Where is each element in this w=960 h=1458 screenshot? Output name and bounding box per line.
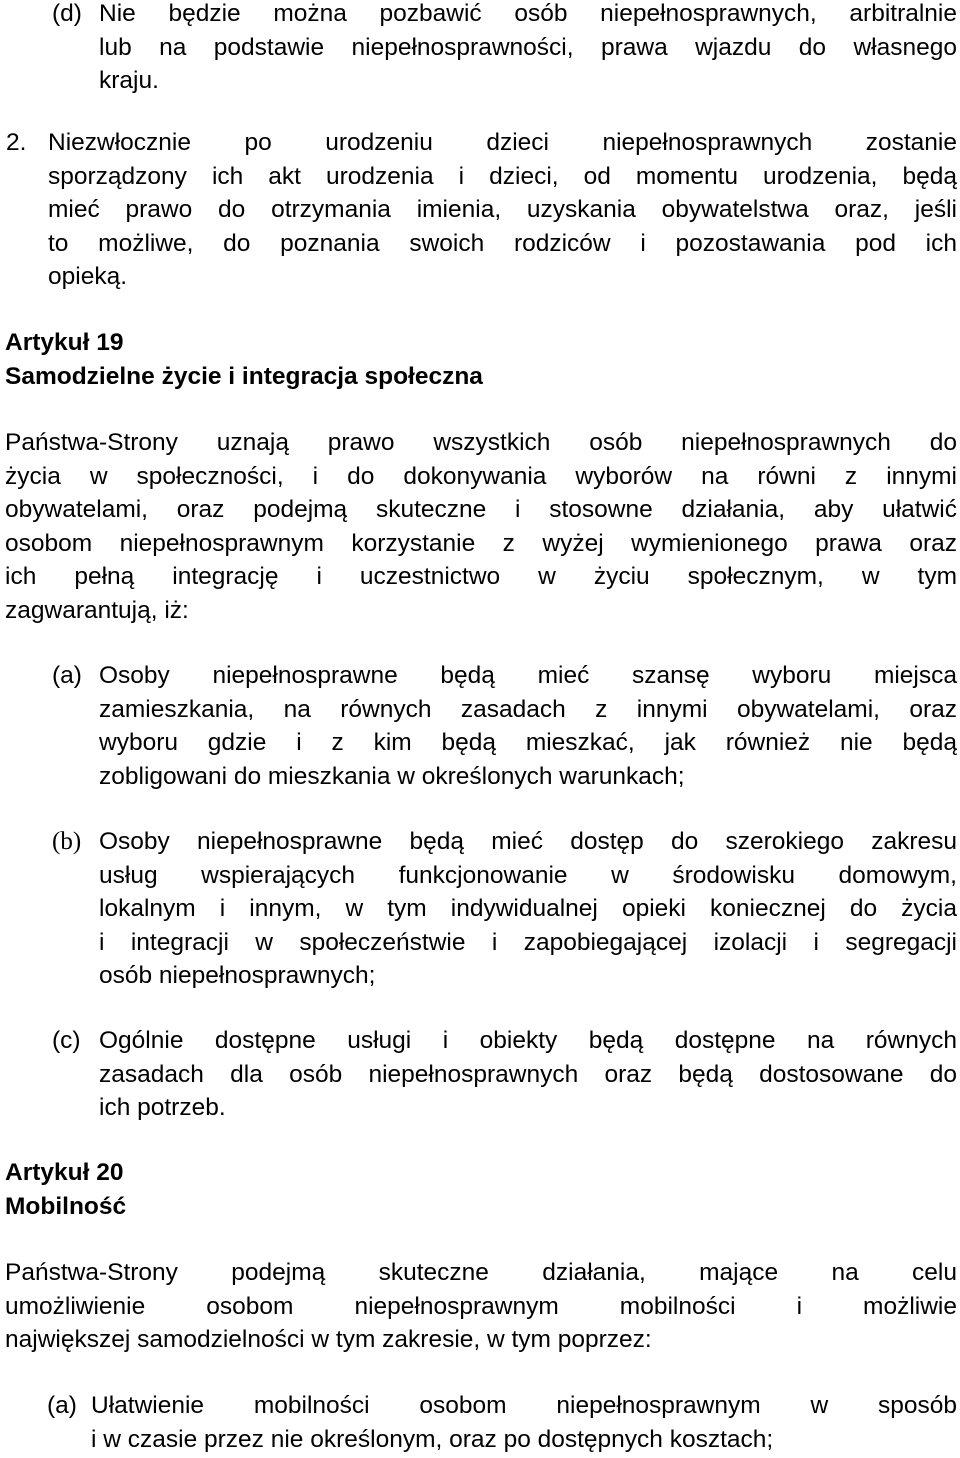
paragraph-number: 2.	[6, 129, 27, 156]
list-item-label: (b)	[52, 828, 82, 855]
article-number: Artykuł 19	[5, 329, 124, 356]
text-line: opieką.	[48, 263, 128, 290]
text-line: Ułatwienie mobilności osobom niepełnosprawnym w sposób	[91, 1392, 957, 1419]
text-line: Ogólnie dostępne usługi i obiekty będą dostępne na równych	[99, 1027, 957, 1054]
text-line: zagwarantują, iż:	[5, 596, 189, 624]
text-line: sporządzony ich akt urodzenia i dzieci, od momentu urodzenia, będą	[48, 162, 957, 190]
list-item-label: (c)	[52, 1027, 81, 1054]
text-line: i integracji w społeczeństwie i zapobiegającej izolacji i segregacji	[99, 928, 957, 956]
text-line: usług wspierających funkcjonowanie w środowisku domowym,	[99, 861, 957, 889]
list-item-text	[99, 659, 957, 793]
list-item-text	[99, 1024, 957, 1125]
text-line: zasadach dla osób niepełnosprawnych oraz będą dostosowane do	[99, 1060, 957, 1088]
text-line: Państwa-Strony podejmą skuteczne działania, mające na celu	[5, 1259, 957, 1286]
paragraph-text	[48, 126, 957, 160]
text-line: obywatelami, oraz podejmą skuteczne i stosowne działania, aby ułatwić	[5, 496, 957, 523]
text-line: Niezwłocznie po urodzeniu dzieci niepełnosprawnych zostanie	[48, 129, 957, 156]
article-intro	[5, 1256, 957, 1357]
text-line: Państwa-Strony uznają prawo wszystkich osób niepełnosprawnych do	[5, 429, 957, 456]
article-number: Artykuł 20	[5, 1159, 124, 1186]
text-line: i w czasie przez nie określonym, oraz po dostępnych kosztach;	[91, 1425, 774, 1453]
list-item-label: (a)	[47, 1392, 77, 1419]
text-line: Osoby niepełnosprawne będą mieć szansę wyboru miejsca	[99, 662, 957, 689]
article-intro	[5, 426, 957, 627]
list-item-text	[99, 825, 957, 993]
list-item-label: (d)	[52, 0, 82, 27]
text-line: mieć prawo do otrzymania imienia, uzyskania obywatelstwa oraz, jeśli	[48, 196, 957, 223]
article-title: Mobilność	[5, 1193, 127, 1220]
list-item-text	[99, 0, 957, 98]
text-line: życia w społeczności, i do dokonywania wyborów na równi z innymi	[5, 462, 957, 490]
article-title: Samodzielne życie i integracja społeczna	[5, 363, 483, 390]
text-line: osobom niepełnosprawnym korzystanie z wyżej wymienionego prawa oraz	[5, 529, 957, 557]
text-line: największej samodzielności w tym zakresie, w tym poprzez:	[5, 1326, 652, 1353]
text-line: lub na podstawie niepełnosprawności, prawa wjazdu do własnego	[99, 33, 957, 61]
text-line: kraju.	[99, 67, 159, 94]
text-line: wyboru gdzie i z kim będą mieszkać, jak również nie będą	[99, 729, 957, 756]
text-line: lokalnym i innym, w tym indywidualnej opieki koniecznej do życia	[99, 895, 957, 922]
text-line: to możliwe, do poznania swoich rodziców i pozostawania pod ich	[48, 229, 957, 257]
text-line: zamieszkania, na równych zasadach z innymi obywatelami, oraz	[99, 695, 957, 723]
text-line: umożliwienie osobom niepełnosprawnym mobilności i możliwie	[5, 1292, 957, 1320]
text-line: zobligowani do mieszkania w określonych warunkach;	[99, 762, 685, 790]
text-line: ich potrzeb.	[99, 1094, 226, 1121]
list-item-text	[91, 1389, 957, 1456]
text-line: Osoby niepełnosprawne będą mieć dostęp do szerokiego zakresu	[99, 828, 957, 855]
paragraph-text-cont	[48, 160, 957, 294]
text-line: osób niepełnosprawnych;	[99, 962, 376, 989]
text-line: Nie będzie można pozbawić osób niepełnosprawnych, arbitralnie	[99, 0, 957, 27]
text-line: ich pełną integrację i uczestnictwo w życiu społecznym, w tym	[5, 563, 957, 590]
list-item-label: (a)	[52, 662, 82, 689]
